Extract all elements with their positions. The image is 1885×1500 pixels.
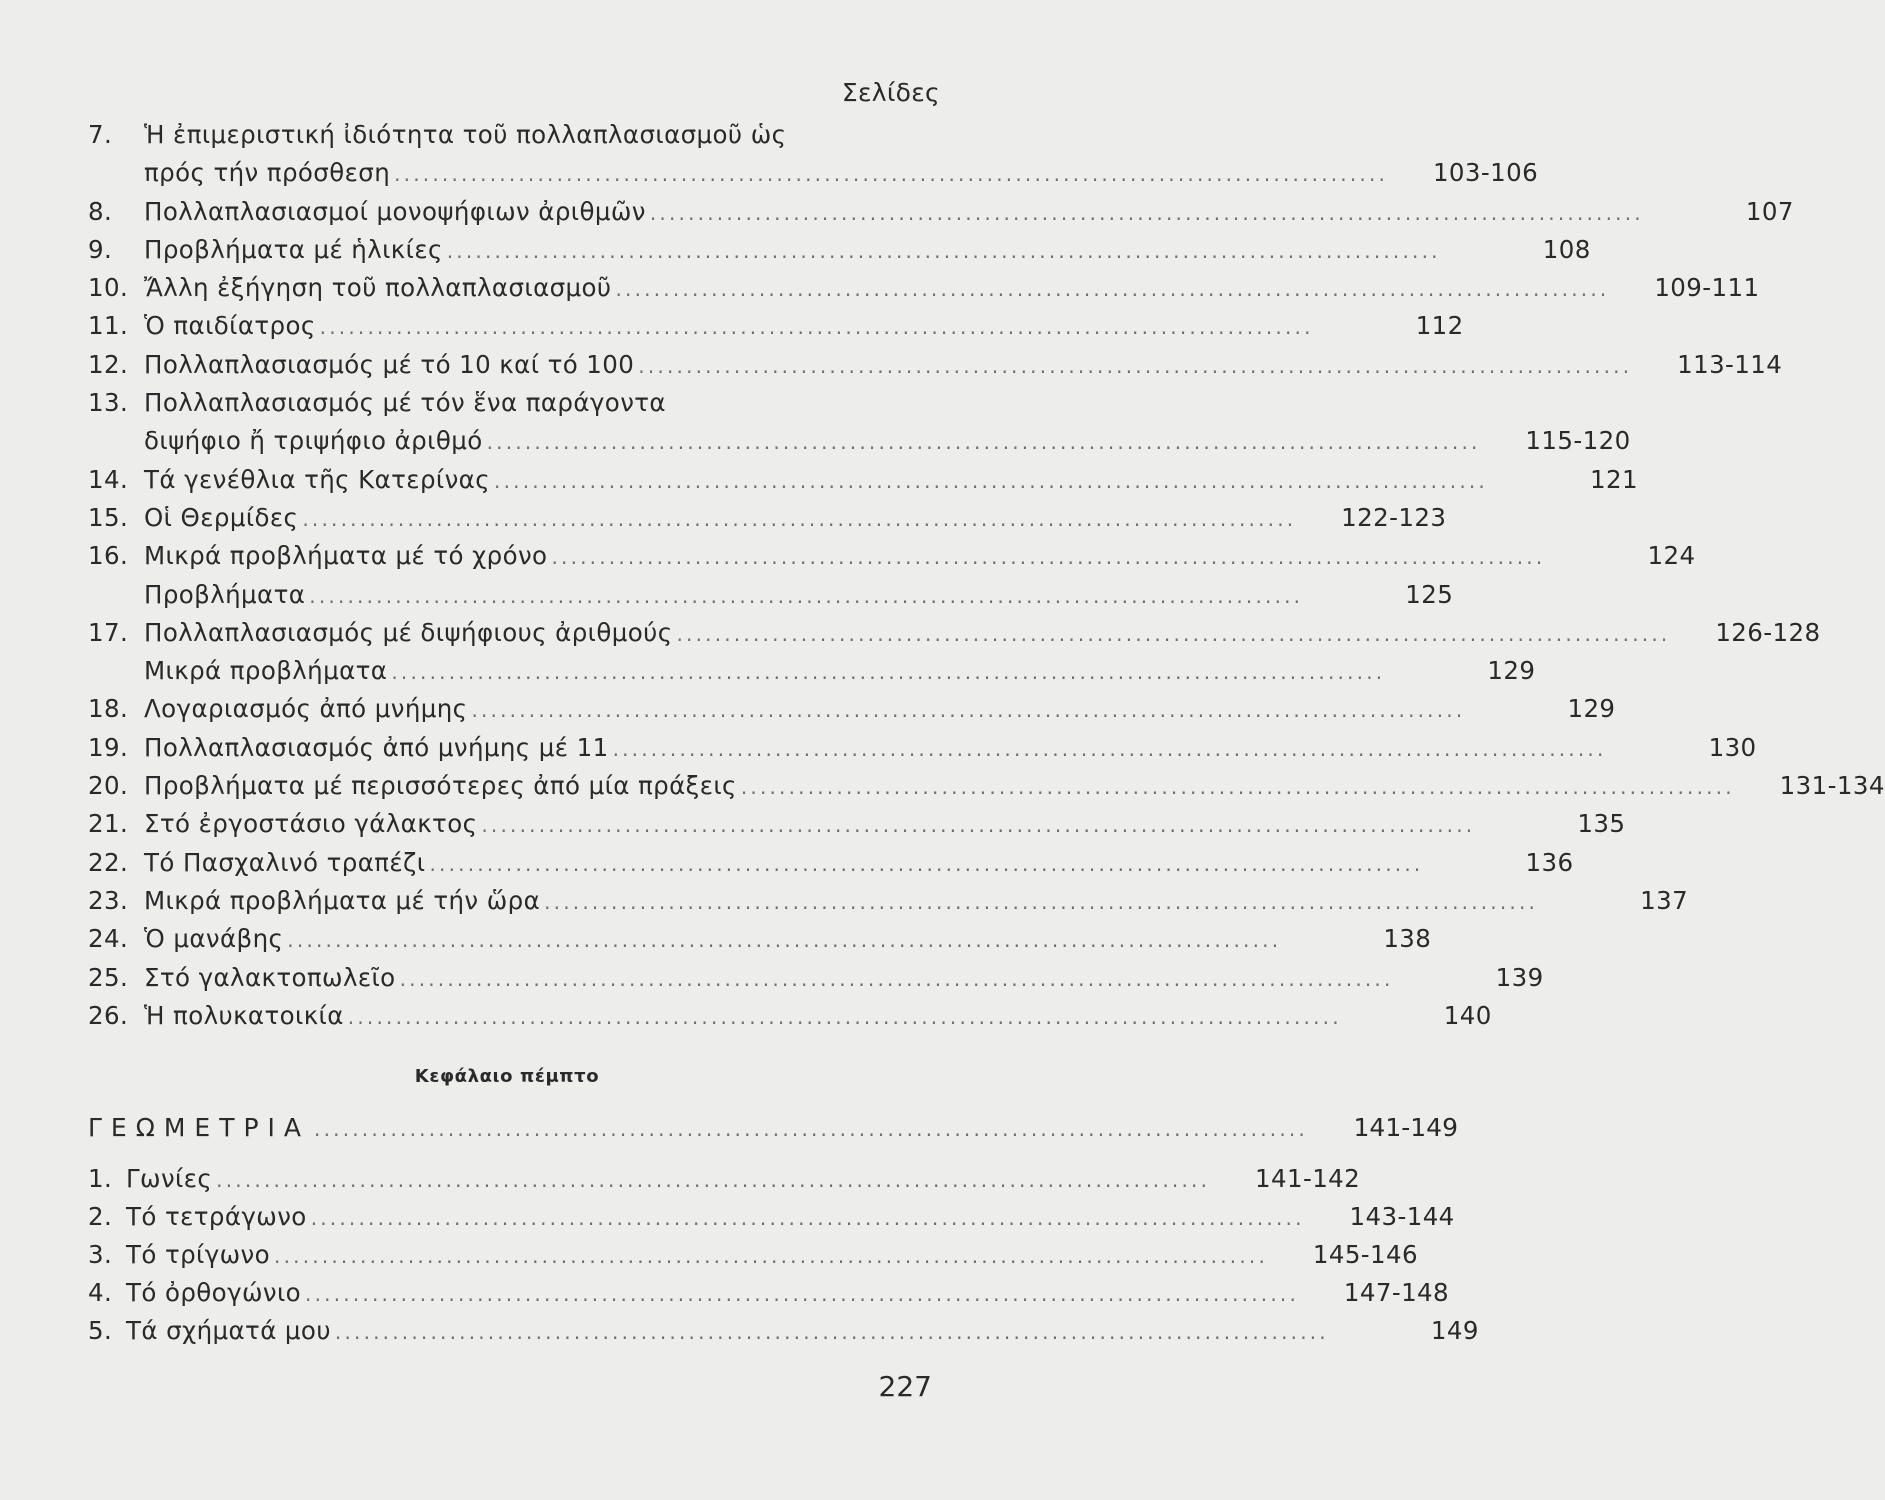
- entry-number: 10.: [88, 273, 129, 303]
- entry-title: Ἡ πολυκατοικία: [144, 1000, 344, 1030]
- entry-number: 26.: [88, 1000, 129, 1030]
- entry-pages: 130: [1708, 732, 1757, 762]
- dot-leader: ........................................................................................................: [649, 200, 1644, 225]
- entry-number: 21.: [88, 809, 129, 839]
- entry-title: Πολλαπλασιασμός μέ τό 10 καί τό 100: [144, 349, 635, 379]
- entry-pages: 147-148: [1343, 1278, 1450, 1307]
- entry-pages: 136: [1525, 847, 1574, 877]
- toc-row: [88, 422, 1631, 460]
- entry-pages: 141-142: [1254, 1164, 1361, 1193]
- dot-leader: ........................................................................................................: [544, 889, 1539, 914]
- dot-leader: ........................................................................................................: [481, 813, 1476, 838]
- entry-title: Στό γαλακτοπωλεῖο: [144, 962, 396, 992]
- entry-title: διψήφιο ἤ τριψήφιο ἀριθμό: [144, 426, 483, 456]
- chapter-pages: 141-149: [1353, 1113, 1458, 1142]
- page-number: 227: [878, 1370, 932, 1403]
- entry-pages: 131-134: [1779, 771, 1885, 801]
- entry-title: Μικρά προβλήματα: [144, 656, 388, 686]
- toc-section-continued: [88, 116, 1885, 1035]
- dot-leader: ........................................................................................................: [287, 928, 1282, 953]
- toc-row: [88, 1236, 1419, 1274]
- dot-leader: ........................................................................................................: [302, 506, 1297, 531]
- entry-pages: 113-114: [1677, 349, 1783, 379]
- toc-row: [88, 384, 938, 422]
- entry-pages: 138: [1383, 924, 1432, 954]
- toc-row: [88, 499, 1447, 537]
- entry-title: Στό ἐργοστάσιο γάλακτος: [144, 809, 478, 839]
- entry-title: Τό τρίγωνο: [126, 1240, 271, 1269]
- dot-leader: ........................................................................................................: [740, 775, 1735, 800]
- entry-title: Πολλαπλασιασμός ἀπό μνήμης μέ 11: [144, 732, 609, 762]
- toc-row: [88, 269, 1760, 307]
- entry-title: πρός τήν πρόσθεση: [144, 158, 391, 188]
- entry-title: Προβλήματα μέ ἡλικίες: [144, 234, 443, 264]
- entry-pages: 149: [1430, 1316, 1479, 1345]
- entry-number: 5.: [88, 1316, 113, 1345]
- entry-pages: 139: [1495, 962, 1544, 992]
- entry-title: Λογαριασμός ἀπό μνήμης: [144, 694, 468, 724]
- entry-title: Ὁ παιδίατρος: [144, 311, 316, 341]
- chapter-heading: Κεφάλαιο πέμπτο: [414, 1066, 600, 1087]
- dot-leader: ........................................................................................................: [429, 851, 1424, 876]
- dot-leader: ........................................................................................................: [334, 1320, 1329, 1344]
- toc-row: [88, 346, 1783, 384]
- entry-pages: 108: [1542, 234, 1591, 264]
- entry-number: 8.: [88, 196, 113, 226]
- toc-row: [88, 1160, 1361, 1198]
- entry-pages: 137: [1640, 885, 1689, 915]
- entry-pages: 115-120: [1525, 426, 1631, 456]
- dot-leader: ........................................................................................................: [319, 315, 1314, 340]
- entry-number: 19.: [88, 732, 129, 762]
- toc-row: [88, 997, 1492, 1035]
- toc-row: [88, 959, 1544, 997]
- entry-title: Ἄλλη ἐξήγηση τοῦ πολλαπλασιασμοῦ: [144, 273, 612, 303]
- toc-row: [88, 729, 1757, 767]
- dot-leader: ........................................................................................................: [399, 966, 1394, 991]
- entry-title: Προβλήματα μέ περισσότερες ἀπό μία πράξεις: [144, 771, 737, 801]
- chapter-title: ΓΕΩΜΕΤΡΙΑ: [88, 1113, 311, 1142]
- entry-number: 22.: [88, 847, 129, 877]
- dot-leader: ........................................................................................................: [347, 1004, 1342, 1029]
- entry-pages: 109-111: [1654, 273, 1760, 303]
- entry-pages: 112: [1415, 311, 1464, 341]
- dot-leader: ........................................................................................................: [446, 238, 1441, 263]
- entry-title: Τά γενέθλια τῆς Κατερίνας: [144, 464, 491, 494]
- entry-number: 1.: [88, 1164, 113, 1193]
- entry-number: 18.: [88, 694, 129, 724]
- toc-row: [88, 614, 1821, 652]
- dot-leader: ........................................................................................................: [314, 1117, 1308, 1141]
- entry-pages: 126-128: [1715, 617, 1821, 647]
- toc-row: [88, 920, 1432, 958]
- entry-title: Τό τετράγωνο: [126, 1202, 307, 1231]
- toc-row: [88, 1198, 1455, 1236]
- toc-row: [88, 1312, 1479, 1350]
- entry-number: 11.: [88, 311, 129, 341]
- toc-row: [88, 690, 1616, 728]
- entry-pages: 103-106: [1432, 158, 1539, 188]
- toc-row: [88, 154, 1539, 192]
- toc-row: [88, 537, 1696, 575]
- dot-leader: ........................................................................................................: [274, 1244, 1269, 1268]
- dot-leader: ........................................................................................................: [216, 1168, 1211, 1192]
- entry-pages: 135: [1577, 809, 1626, 839]
- entry-pages: 124: [1647, 541, 1696, 571]
- entry-title: Πολλαπλασιασμοί μονοψήφιων ἀριθμῶν: [144, 196, 646, 226]
- entry-pages: 122-123: [1341, 502, 1447, 532]
- toc-row: [88, 805, 1626, 843]
- entry-number: 17.: [88, 617, 129, 647]
- dot-leader: ........................................................................................................: [612, 736, 1607, 761]
- entry-pages: 129: [1487, 656, 1536, 686]
- entry-number: 2.: [88, 1202, 113, 1231]
- toc-row: [88, 576, 1454, 614]
- entry-pages: 129: [1567, 694, 1616, 724]
- entry-number: 25.: [88, 962, 129, 992]
- entry-number: 24.: [88, 924, 129, 954]
- entry-number: 14.: [88, 464, 129, 494]
- toc-row: [88, 1274, 1450, 1312]
- entry-title: Τά σχήματά μου: [126, 1316, 331, 1345]
- entry-number: 20.: [88, 771, 129, 801]
- entry-number: 16.: [88, 541, 129, 571]
- toc-row: [88, 231, 1591, 269]
- entry-number: 15.: [88, 502, 129, 532]
- dot-leader: ........................................................................................................: [394, 162, 1389, 187]
- entry-number: 23.: [88, 885, 129, 915]
- entry-title: Οἱ Θερμίδες: [144, 502, 299, 532]
- entry-title: Πολλαπλασιασμός μέ διψήφιους ἀριθμούς: [144, 617, 673, 647]
- dot-leader: ........................................................................................................: [615, 277, 1610, 302]
- entry-title: Γωνίες: [126, 1164, 213, 1193]
- dot-leader: ........................................................................................................: [309, 583, 1304, 608]
- toc-row: [88, 461, 1638, 499]
- entry-title: Ὁ μανάβης: [144, 924, 284, 954]
- dot-leader: ........................................................................................................: [676, 621, 1671, 646]
- toc-row: [88, 882, 1689, 920]
- entry-title: Πολλαπλασιασμός μέ τόν ἕνα παράγοντα: [144, 388, 666, 418]
- dot-leader: ........................................................................................................: [305, 1282, 1300, 1306]
- toc-row: [88, 767, 1885, 805]
- toc-row: [88, 844, 1574, 882]
- dot-leader: ........................................................................................................: [638, 353, 1633, 378]
- dot-leader: ........................................................................................................: [486, 430, 1481, 455]
- pages-column-header: Σελίδες: [841, 78, 940, 107]
- entry-number: 12.: [88, 349, 129, 379]
- toc-row: [88, 652, 1536, 690]
- entry-pages: 140: [1443, 1000, 1492, 1030]
- entry-pages: 107: [1745, 196, 1794, 226]
- dot-leader: ........................................................................................................: [391, 660, 1386, 685]
- dot-leader: ........................................................................................................: [310, 1206, 1305, 1230]
- entry-title: Τό Πασχαλινό τραπέζι: [144, 847, 426, 877]
- entry-title: Μικρά προβλήματα μέ τήν ὥρα: [144, 885, 541, 915]
- entry-number: 3.: [88, 1240, 113, 1269]
- entry-number: 9.: [88, 234, 113, 264]
- entry-pages: 125: [1405, 579, 1454, 609]
- entry-number: 4.: [88, 1278, 113, 1307]
- toc-row: [88, 307, 1464, 345]
- dot-leader: ........................................................................................................: [551, 545, 1546, 570]
- entry-title: Μικρά προβλήματα μέ τό χρόνο: [144, 541, 548, 571]
- dot-leader: ........................................................................................................: [494, 468, 1488, 493]
- entry-number: 13.: [88, 388, 129, 418]
- entry-number: 7.: [88, 120, 113, 149]
- entry-title: Τό ὀρθογώνιο: [126, 1278, 302, 1307]
- toc-row: [88, 116, 938, 154]
- entry-pages: 121: [1590, 464, 1638, 494]
- toc-row: [88, 193, 1794, 231]
- entry-pages: 145-146: [1312, 1240, 1419, 1269]
- dot-leader: ........................................................................................................: [471, 698, 1466, 723]
- entry-title: Ἡ ἐπιμεριστική ἰδιότητα τοῦ πολλαπλασιασμοῦ ὡς: [144, 120, 787, 149]
- toc-section-geometry: [88, 1160, 1479, 1350]
- entry-pages: 143-144: [1349, 1202, 1455, 1231]
- entry-title: Προβλήματα: [144, 579, 306, 609]
- chapter-title-row: [88, 1108, 1458, 1148]
